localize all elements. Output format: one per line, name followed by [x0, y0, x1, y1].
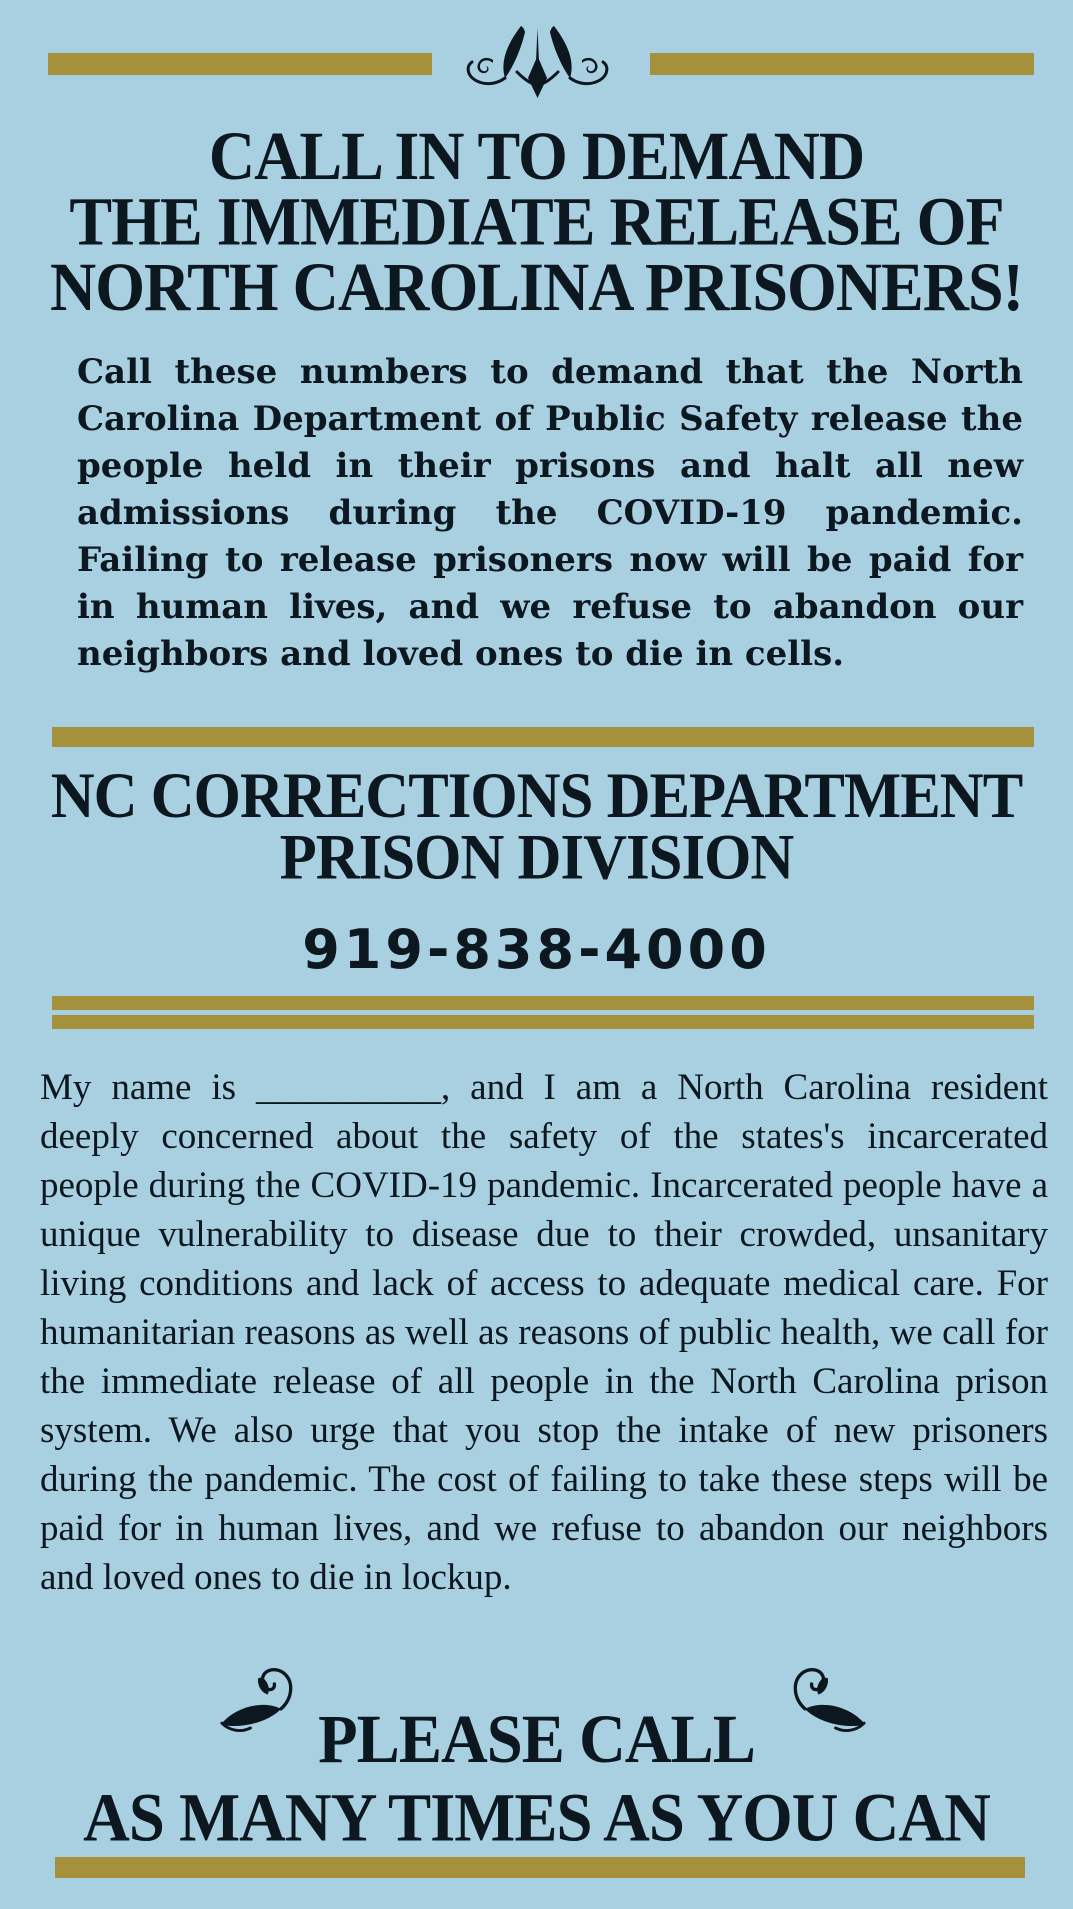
gold-rule-top-right — [650, 53, 1034, 75]
gold-rule-bottom — [55, 1857, 1025, 1878]
flourish-ornament-icon — [455, 22, 620, 104]
headline-line-3: NORTH CAROLINA PRISONERS! — [49, 249, 1024, 326]
cta-line-2: AS MANY TIMES AS YOU CAN — [83, 1779, 990, 1857]
call-to-action — [11, 1700, 1063, 1858]
section-rule — [52, 727, 1034, 747]
department-line-1: NC CORRECTIONS DEPARTMENT — [50, 760, 1023, 832]
gold-rule-top-left — [48, 53, 432, 75]
department-heading — [11, 760, 1063, 893]
cta-line-1: PLEASE CALL — [318, 1701, 755, 1778]
department-line-2: PRISON DIVISION — [279, 822, 794, 893]
headline-line-2: THE IMMEDIATE RELEASE OF — [69, 184, 1004, 261]
phone-number: 919-838-4000 — [302, 918, 771, 981]
headline — [16, 118, 1057, 326]
intro-paragraph: Call these numbers to demand that the North Carolina Department of Public Safety release the people held in their prisons and halt all new admissions during the COVID-19 pandemic. Failing to release prisoners now will be paid for in human lives, and we refuse to abandon our neighbors and loved ones to die in cells. — [77, 352, 1023, 674]
double-rule-top — [52, 996, 1034, 1010]
headline-line-1: CALL IN TO DEMAND — [208, 118, 865, 195]
double-rule-bottom — [52, 1015, 1034, 1029]
call-script-paragraph: My name is __________, and I am a North Carolina resident deeply concerned about the safety of the states's incarcerated people during the COVID-19 pandemic. Incarcerated people have a unique vulnerability to disease due to their crowded, unsanitary living conditions and lack of access to adequate medical care. For humanitarian reasons as well as reasons of public health, we call for the immediate release of all people in the North Carolina prison system. We also urge that you stop the intake of new prisoners during the pandemic. The cost of failing to take these steps will be paid for in human lives, and we refuse to abandon our neighbors and loved ones to die in lockup. — [40, 1067, 1048, 1598]
